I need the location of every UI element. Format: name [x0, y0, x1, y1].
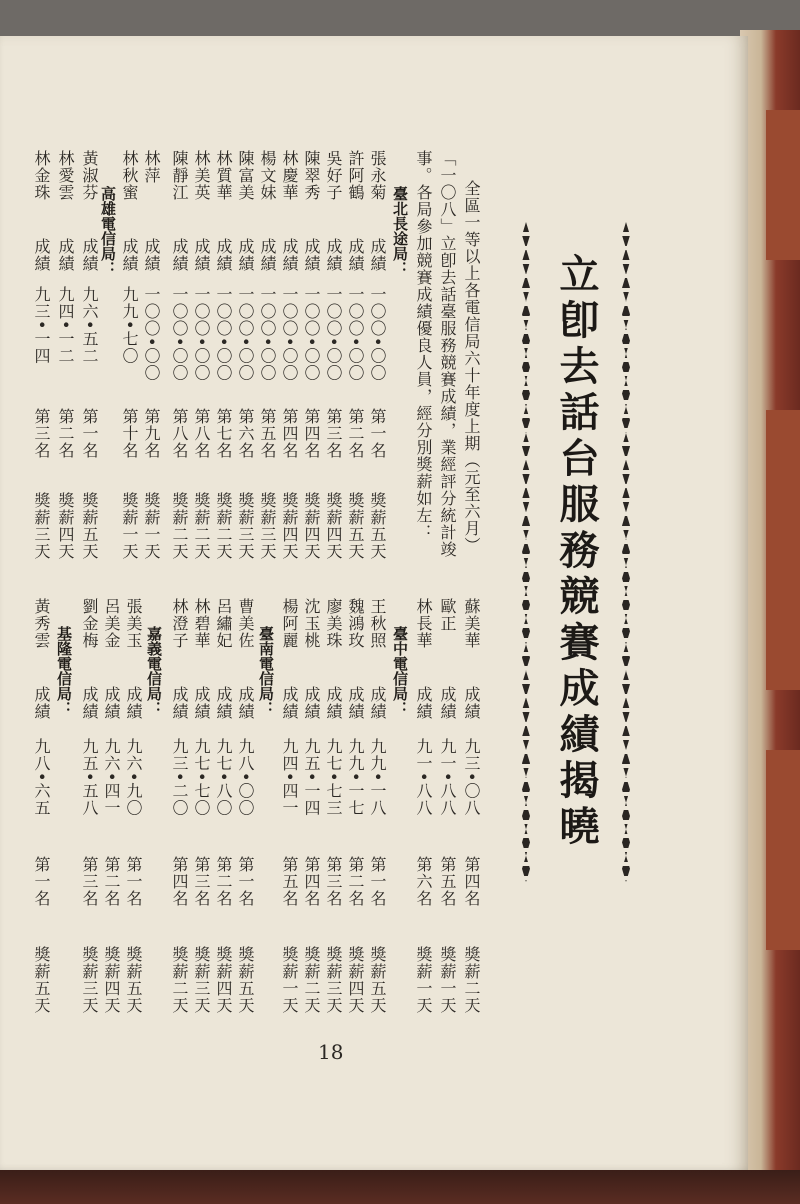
result-name: 許阿鶴: [346, 150, 365, 201]
result-value: 一〇〇•〇〇: [280, 286, 299, 382]
result-rank: 第二名: [102, 856, 121, 907]
result-value: 一〇〇•〇〇: [192, 286, 211, 382]
result-rank: 第二名: [56, 408, 75, 459]
result-name: 廖美珠: [324, 598, 343, 649]
result-prize: 獎薪四天: [280, 492, 299, 560]
intro-line-2: 「一〇八」立卽去話臺服務競賽成績，業經評分統計竣: [438, 150, 457, 558]
result-value: 九六•四一: [102, 738, 121, 817]
result-value: 一〇〇•〇〇: [324, 286, 343, 382]
result-prize: 獎薪五天: [368, 492, 387, 560]
result-rank: 第五名: [438, 856, 457, 907]
result-value: 九七•八〇: [214, 738, 233, 817]
result-rank: 第四名: [302, 408, 321, 459]
result-score: 成績: [346, 686, 365, 720]
result-name: 楊文妹: [258, 150, 277, 201]
result-score: 成績: [56, 238, 75, 272]
result-score: 成績: [32, 686, 51, 720]
result-value: 一〇〇•〇〇: [214, 286, 233, 382]
result-prize: 獎薪二天: [192, 492, 211, 560]
result-rank: 第五名: [258, 408, 277, 459]
result-prize: 獎薪一天: [120, 492, 139, 560]
result-rank: 第二名: [346, 408, 365, 459]
result-rank: 第三名: [80, 856, 99, 907]
result-prize: 獎薪四天: [302, 492, 321, 560]
result-value: 九八•〇〇: [236, 738, 255, 817]
result-value: 九三•二〇: [170, 738, 189, 817]
result-score: 成績: [324, 686, 343, 720]
result-rank: 第四名: [280, 408, 299, 459]
book-edge-band: [766, 410, 800, 690]
result-prize: 獎薪三天: [32, 492, 51, 560]
result-rank: 第九名: [142, 408, 161, 459]
result-rank: 第五名: [280, 856, 299, 907]
result-rank: 第四名: [302, 856, 321, 907]
result-value: 九七•七〇: [192, 738, 211, 817]
result-rank: 第一名: [368, 856, 387, 907]
result-name: 林長華: [414, 598, 433, 649]
result-rank: 第一名: [80, 408, 99, 459]
result-rank: 第三名: [32, 408, 51, 459]
result-score: 成績: [236, 686, 255, 720]
result-value: 一〇〇•〇〇: [236, 286, 255, 382]
result-name: 林美英: [192, 150, 211, 201]
result-score: 成績: [80, 686, 99, 720]
section-header-keelung: 基隆電信局：: [55, 626, 73, 716]
result-score: 成績: [368, 686, 387, 720]
intro-line-3: 事。各局參加競賽成績優良人員，經分別獎薪如左：: [414, 150, 433, 541]
result-prize: 獎薪一天: [414, 946, 433, 1014]
result-prize: 獎薪一天: [142, 492, 161, 560]
page-number: 18: [318, 1040, 344, 1064]
result-prize: 獎薪五天: [32, 946, 51, 1014]
result-value: 九三•〇八: [462, 738, 481, 817]
result-score: 成績: [438, 686, 457, 720]
result-value: 九九•七〇: [120, 286, 139, 365]
result-prize: 獎薪三天: [192, 946, 211, 1014]
result-value: 一〇〇•〇〇: [302, 286, 321, 382]
result-value: 九一•八八: [438, 738, 457, 817]
result-prize: 獎薪五天: [236, 946, 255, 1014]
result-rank: 第二名: [346, 856, 365, 907]
result-name: 沈玉桃: [302, 598, 321, 649]
section-header-kaohsiung: 高雄電信局：: [99, 186, 117, 276]
result-score: 成績: [120, 238, 139, 272]
result-name: 張美玉: [124, 598, 143, 649]
result-score: 成績: [302, 686, 321, 720]
result-prize: 獎薪四天: [346, 946, 365, 1014]
result-score: 成績: [170, 238, 189, 272]
result-name: 林萍: [142, 150, 161, 184]
result-name: 林秋蜜: [120, 150, 139, 201]
result-name: 吳好子: [324, 150, 343, 201]
title-border-left: [522, 222, 530, 882]
result-prize: 獎薪三天: [258, 492, 277, 560]
result-rank: 第一名: [236, 856, 255, 907]
result-name: 張永菊: [368, 150, 387, 201]
result-prize: 獎薪一天: [280, 946, 299, 1014]
result-score: 成績: [346, 238, 365, 272]
result-name: 林愛雲: [56, 150, 75, 201]
result-name: 黃秀雲: [32, 598, 51, 649]
result-value: 九九•一七: [346, 738, 365, 817]
result-prize: 獎薪三天: [324, 946, 343, 1014]
result-score: 成績: [302, 238, 321, 272]
intro-line-1: 全區一等以上各電信局六十年度上期（元至六月）: [462, 180, 481, 554]
result-score: 成績: [170, 686, 189, 720]
result-rank: 第三名: [324, 856, 343, 907]
result-prize: 獎薪二天: [462, 946, 481, 1014]
result-name: 林質華: [214, 150, 233, 201]
result-value: 一〇〇•〇〇: [142, 286, 161, 382]
result-score: 成績: [280, 686, 299, 720]
book-edge-band: [766, 110, 800, 260]
title-frame: [522, 222, 630, 882]
result-value: 九四•四一: [280, 738, 299, 817]
page-title: 立卽去話台服務競賽成績揭曉: [553, 253, 599, 851]
result-prize: 獎薪四天: [102, 946, 121, 1014]
section-header-chiayi: 嘉義電信局：: [145, 626, 163, 716]
result-name: 林澄子: [170, 598, 189, 649]
result-prize: 獎薪五天: [368, 946, 387, 1014]
result-rank: 第一名: [32, 856, 51, 907]
result-rank: 第一名: [368, 408, 387, 459]
result-prize: 獎薪二天: [302, 946, 321, 1014]
result-name: 歐正: [438, 598, 457, 632]
result-name: 黃淑芬: [80, 150, 99, 201]
result-value: 九六•五二: [80, 286, 99, 365]
book-cover-bottom: [0, 1170, 800, 1204]
result-value: 九八•六五: [32, 738, 51, 817]
result-rank: 第十名: [120, 408, 139, 459]
result-value: 九七•七三: [324, 738, 343, 817]
result-value: 九五•一四: [302, 738, 321, 817]
result-name: 呂美金: [102, 598, 121, 649]
result-value: 九五•五八: [80, 738, 99, 817]
result-rank: 第四名: [170, 856, 189, 907]
result-name: 陳靜江: [170, 150, 189, 201]
result-value: 九四•一二: [56, 286, 75, 365]
result-prize: 獎薪五天: [346, 492, 365, 560]
book-edge: [740, 30, 800, 1190]
result-value: 九九•一八: [368, 738, 387, 817]
result-score: 成績: [32, 238, 51, 272]
result-rank: 第三名: [324, 408, 343, 459]
result-name: 林金珠: [32, 150, 51, 201]
result-name: 林慶華: [280, 150, 299, 201]
result-score: 成績: [280, 238, 299, 272]
result-score: 成績: [214, 686, 233, 720]
result-score: 成績: [80, 238, 99, 272]
result-prize: 獎薪四天: [324, 492, 343, 560]
result-name: 王秋照: [368, 598, 387, 649]
result-value: 一〇〇•〇〇: [258, 286, 277, 382]
result-value: 一〇〇•〇〇: [346, 286, 365, 382]
result-prize: 獎薪五天: [124, 946, 143, 1014]
result-rank: 第四名: [462, 856, 481, 907]
result-name: 魏鴻玫: [346, 598, 365, 649]
result-name: 楊阿麗: [280, 598, 299, 649]
result-score: 成績: [124, 686, 143, 720]
result-score: 成績: [192, 238, 211, 272]
result-score: 成績: [102, 686, 121, 720]
result-name: 曹美佐: [236, 598, 255, 649]
result-prize: 獎薪四天: [56, 492, 75, 560]
section-header-tainan: 臺南電信局：: [257, 626, 275, 716]
result-prize: 獎薪二天: [170, 492, 189, 560]
result-prize: 獎薪三天: [236, 492, 255, 560]
result-value: 一〇〇•〇〇: [170, 286, 189, 382]
result-value: 九一•八八: [414, 738, 433, 817]
result-rank: 第六名: [236, 408, 255, 459]
result-rank: 第七名: [214, 408, 233, 459]
result-rank: 第八名: [192, 408, 211, 459]
result-rank: 第三名: [192, 856, 211, 907]
result-prize: 獎薪一天: [438, 946, 457, 1014]
result-prize: 獎薪三天: [80, 946, 99, 1014]
result-name: 林碧華: [192, 598, 211, 649]
result-prize: 獎薪五天: [80, 492, 99, 560]
result-name: 呂繡妃: [214, 598, 233, 649]
result-rank: 第二名: [214, 856, 233, 907]
result-prize: 獎薪四天: [214, 946, 233, 1014]
result-name: 陳富美: [236, 150, 255, 201]
result-prize: 獎薪二天: [170, 946, 189, 1014]
section-header-taipei: 臺北長途局：: [391, 186, 409, 276]
result-score: 成績: [142, 238, 161, 272]
title-border-right: [622, 222, 630, 882]
result-score: 成績: [324, 238, 343, 272]
result-name: 陳翠秀: [302, 150, 321, 201]
result-rank: 第一名: [124, 856, 143, 907]
result-score: 成績: [236, 238, 255, 272]
result-score: 成績: [368, 238, 387, 272]
result-score: 成績: [192, 686, 211, 720]
result-rank: 第六名: [414, 856, 433, 907]
result-rank: 第八名: [170, 408, 189, 459]
book-edge-band: [766, 750, 800, 950]
result-score: 成績: [258, 238, 277, 272]
result-name: 劉金梅: [80, 598, 99, 649]
result-score: 成績: [214, 238, 233, 272]
result-value: 九三•一四: [32, 286, 51, 365]
result-score: 成績: [462, 686, 481, 720]
result-score: 成績: [414, 686, 433, 720]
result-name: 蘇美華: [462, 598, 481, 649]
section-header-taichung: 臺中電信局：: [391, 626, 409, 716]
result-prize: 獎薪二天: [214, 492, 233, 560]
result-value: 九六•九〇: [124, 738, 143, 817]
result-value: 一〇〇•〇〇: [368, 286, 387, 382]
